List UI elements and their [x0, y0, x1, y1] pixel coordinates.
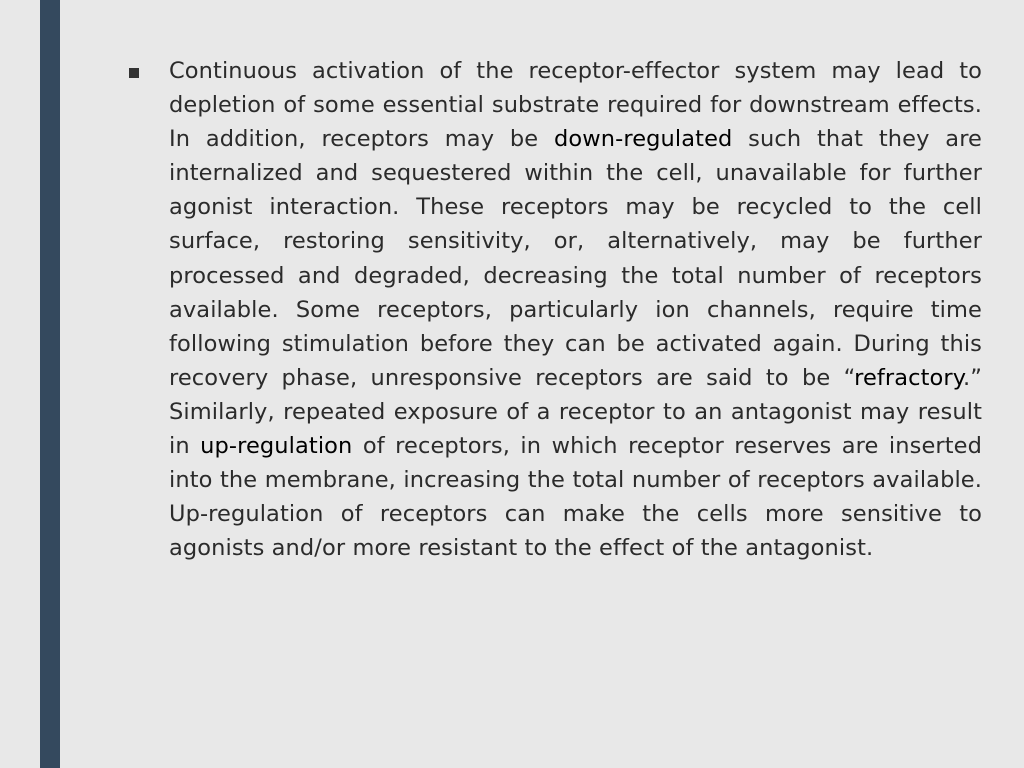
text-segment: .” Similarly, repeated exposure of a receptor to an antagonist may result in: [169, 364, 982, 460]
slide-content: [122, 54, 982, 565]
text-segment: Continuous activation of the receptor-effector system may lead to depletion of some essential substrate required for downstream effects. In addition, receptors may be: [169, 58, 982, 153]
accent-sidebar-bar: [40, 0, 60, 768]
key-term-refractory: refractory: [854, 364, 963, 391]
text-segment: such that they are internalized and sequestered within the cell, unavailable for further agonist interaction. These receptors may be recycled to the cell surface, restoring sensitivity, or, alternatively, may be further processed and degraded, decreasing the total number of receptors available. Some receptors, particularly ion channels, require time following stimulation before they can be activated again. During this recovery phase, unresponsive receptors are said to be “: [169, 126, 982, 391]
bullet-item: [122, 54, 982, 565]
square-bullet-icon: [129, 68, 139, 78]
key-term-down-regulated: down-regulated: [554, 126, 733, 153]
text-segment: of receptors, in which receptor reserves are inserted into the membrane, increasing the total number of receptors available. Up-regulation of receptors can make the cells more sensitive to agonists and/or more resistant to the effect of the antagonist.: [169, 433, 982, 562]
key-term-up-regulation: up-regulation: [200, 433, 353, 460]
bullet-paragraph: [169, 54, 982, 565]
